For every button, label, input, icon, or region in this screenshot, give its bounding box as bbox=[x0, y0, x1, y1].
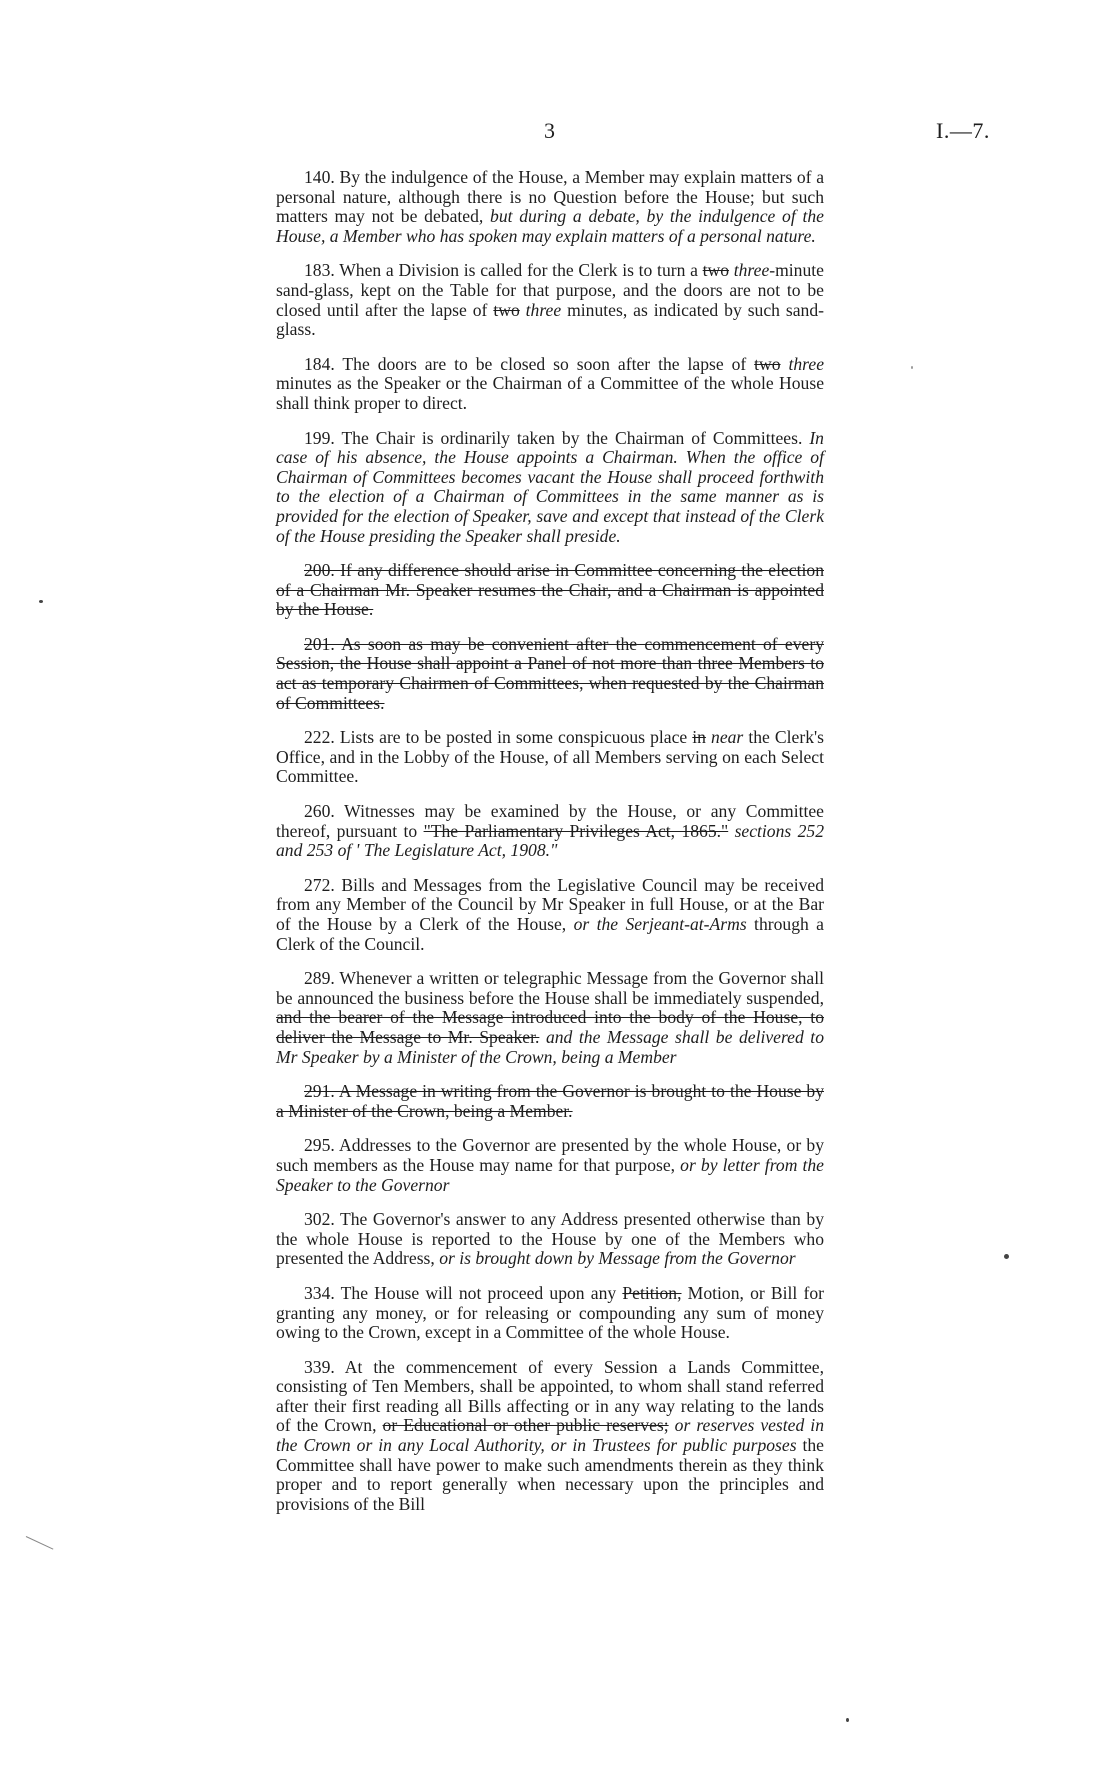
order-183-insertion-1: three bbox=[733, 260, 770, 281]
order-222 bbox=[276, 728, 824, 787]
order-289-insertion: and the Message shall be delivered to Mr Speaker by a Minister of the Crown, being a Member bbox=[276, 1026, 824, 1067]
order-199-text: 199. The Chair is ordinarily taken by the Chairman of Committees. bbox=[304, 427, 803, 448]
order-199-amendment: In case of his absence, the House appoints a Chairman. When the office of Chairman of Committees becomes vacant the House shall proceed forthwith to the election of a Chairman of Committees in the same manner as is provided for the election of Speaker, save and except that instead of the Clerk of the House presiding the Speaker shall preside. bbox=[276, 427, 824, 546]
order-222-deletion: in bbox=[692, 727, 706, 748]
order-200-deletion: 200. If any difference should arise in Committee concerning the election of a Chairman Mr. Speaker resumes the Chair, and a Chairman is appointed by the House. bbox=[276, 560, 824, 620]
order-339-insertion: or reserves vested in the Crown or in any Local Authority, or in Trustees for public purposes bbox=[276, 1415, 824, 1456]
order-222-insertion: near bbox=[711, 727, 744, 748]
order-201-deletion: 201. As soon as may be convenient after the commencement of every Session, the House shall appoint a Panel of not more than three Members to act as temporary Chairmen of Committees, when requested by the Chairman of Committees. bbox=[276, 633, 824, 713]
order-140 bbox=[276, 168, 824, 246]
order-339-text-b: the Committee shall have power to make such amendments therein as they think proper and to report generally when necessary upon the principles and provisions of the Bill bbox=[276, 1435, 824, 1514]
order-291-deletion: 291. A Message in writing from the Governor is brought to the House by a Minister of the Crown, being a Member. bbox=[276, 1081, 824, 1121]
order-184-deletion: two bbox=[754, 353, 781, 374]
order-272-text-a: 272. Bills and Messages from the Legislative Council may be received from any Member of the Council by Mr Speaker in full House, or at the Bar of the House by a Clerk of the House, bbox=[276, 874, 824, 934]
document-reference: I.—7. bbox=[936, 118, 990, 143]
order-200 bbox=[276, 561, 824, 620]
order-295-insertion: or by letter from the Speaker to the Governor bbox=[276, 1154, 824, 1195]
scan-speck bbox=[1004, 1254, 1009, 1259]
page-number: 3 bbox=[544, 118, 555, 143]
order-184 bbox=[276, 355, 824, 414]
order-334 bbox=[276, 1284, 824, 1343]
order-183-text-a: 183. When a Division is called for the Clerk is to turn a bbox=[304, 260, 703, 281]
order-272-text-b: through a Clerk of the Council. bbox=[276, 914, 824, 954]
scan-speck bbox=[846, 1718, 849, 1722]
order-199 bbox=[276, 429, 824, 547]
order-334-text-a: 334. The House will not proceed upon any bbox=[304, 1282, 623, 1303]
order-183-text-c: minutes, as indicated by such sand-glass. bbox=[276, 299, 824, 340]
order-184-insertion: three bbox=[788, 353, 824, 374]
order-302 bbox=[276, 1210, 824, 1269]
order-289 bbox=[276, 969, 824, 1067]
order-339 bbox=[276, 1358, 824, 1515]
order-201 bbox=[276, 635, 824, 713]
order-183 bbox=[276, 261, 824, 339]
order-260 bbox=[276, 802, 824, 861]
scan-speck bbox=[39, 600, 43, 603]
order-289-deletion: and the bearer of the Message introduced into the body of the House, to deliver the Message to Mr. Speaker. bbox=[276, 1007, 824, 1047]
order-334-deletion: Petition, bbox=[622, 1282, 682, 1303]
scan-scratch bbox=[26, 1536, 54, 1550]
scan-speck bbox=[911, 366, 913, 369]
order-184-text-a: 184. The doors are to be closed so soon after the lapse of bbox=[304, 353, 755, 374]
order-140-amendment: , but during a debate, by the indulgence of the House, a Member who has spoken may explain matters of a personal nature. bbox=[276, 206, 824, 246]
order-295 bbox=[276, 1136, 824, 1195]
order-222-text-a: 222. Lists are to be posted in some conspicuous place bbox=[304, 727, 693, 748]
order-295-text: 295. Addresses to the Governor are presented by the whole House, or by such members as the House may name for that purpose, bbox=[276, 1135, 824, 1175]
order-260-insertion: sections 252 and 253 of ' The Legislature Act, 1908." bbox=[276, 820, 824, 861]
standing-orders-body bbox=[276, 168, 824, 1529]
order-183-deletion-1: two bbox=[702, 260, 730, 281]
order-184-text-b: minutes as the Speaker or the Chairman of a Committee of the whole House shall think proper to direct. bbox=[276, 373, 824, 413]
order-272-insertion: or the Serjeant-at-Arms bbox=[573, 914, 747, 934]
order-339-deletion: or Educational or other public reserves; bbox=[382, 1415, 669, 1436]
order-260-deletion: "The Parliamentary Privileges Act, 1865." bbox=[423, 820, 729, 841]
order-291 bbox=[276, 1082, 824, 1121]
order-302-insertion: or is brought down by Message from the Governor bbox=[439, 1248, 796, 1269]
order-222-text-b: the Clerk's Office, and in the Lobby of the House, of all Members serving on each Select Committee. bbox=[276, 727, 825, 787]
order-272 bbox=[276, 876, 824, 954]
order-334-text-b: Motion, or Bill for granting any money, or for releasing or compounding any sum of money owing to the Crown, except in a Committee of the whole House. bbox=[276, 1282, 825, 1343]
order-260-text: 260. Witnesses may be examined by the House, or any Committee thereof, pursuant to bbox=[276, 801, 824, 841]
order-289-text: 289. Whenever a written or telegraphic Message from the Governor shall be announced the business before the House shall be immediately suspended, bbox=[276, 968, 824, 1008]
order-339-text-a: 339. At the commencement of every Session a Lands Committee, consisting of Ten Members, shall be appointed, to whom shall stand referred after their first reading all Bills affecting or in any way relating to the lands of the Crown, bbox=[276, 1356, 824, 1436]
order-140-text: 140. By the indulgence of the House, a Member may explain matters of a personal nature, although there is no Question before the House; but such matters may not be debated bbox=[276, 167, 824, 227]
order-183-deletion-2: two bbox=[493, 299, 520, 320]
order-302-text: 302. The Governor's answer to any Address presented otherwise than by the whole House is reported to the House by one of the Members who presented the Address, bbox=[276, 1209, 824, 1269]
order-183-text-b: -minute sand-glass, kept on the Table for that purpose, and the doors are not to be closed until after the lapse of bbox=[276, 260, 824, 320]
order-183-insertion-2: three bbox=[525, 299, 562, 320]
